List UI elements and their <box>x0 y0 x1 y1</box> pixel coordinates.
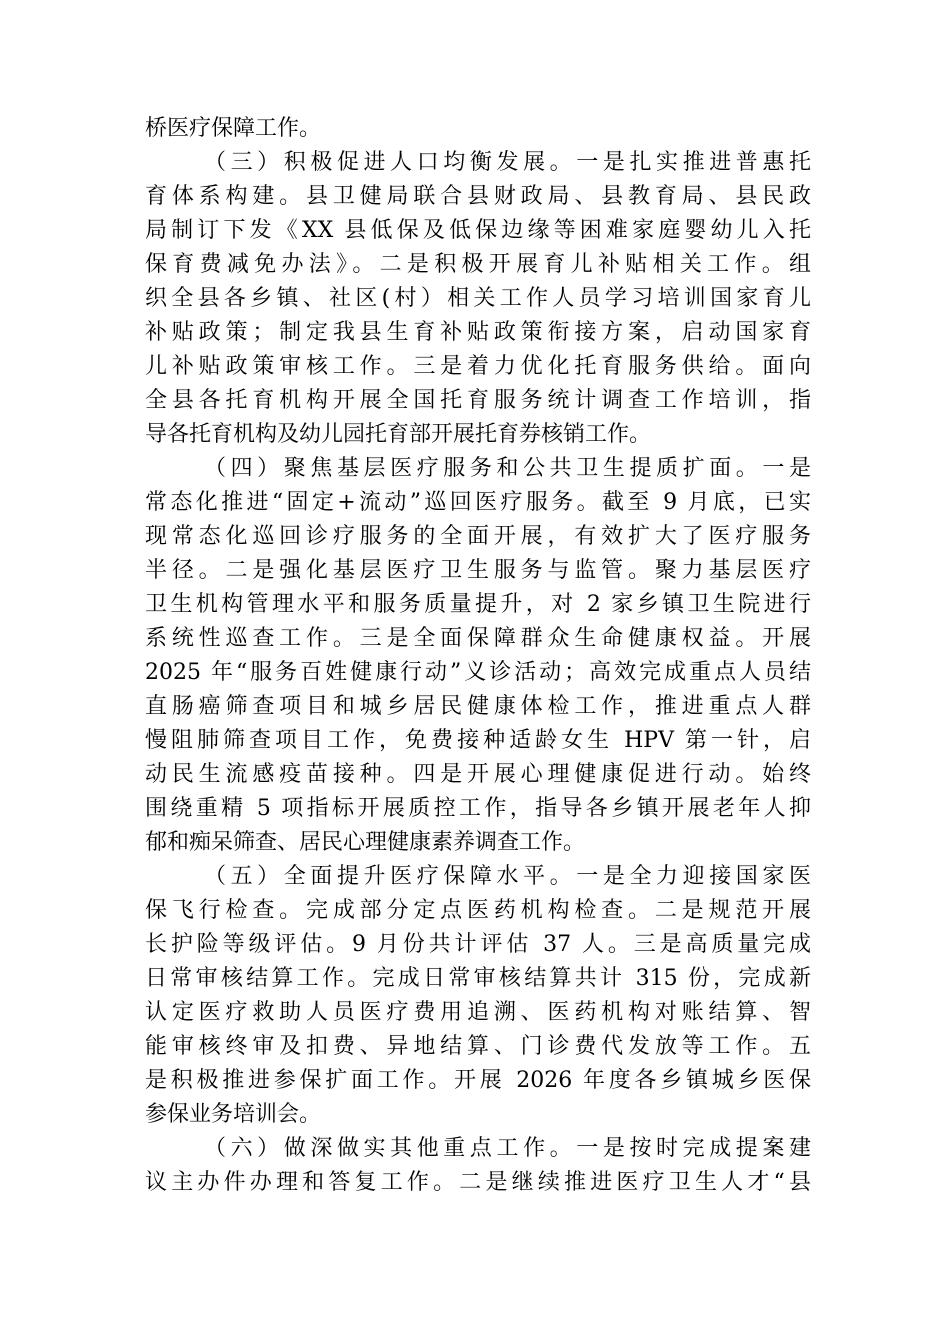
text-line: 现常态化巡回诊疗服务的全面开展，有效扩大了医疗服务 <box>145 524 811 549</box>
text-line: 保飞行检查。完成部分定点医药机构检查。二是规范开展 <box>145 898 811 923</box>
text-line: 全县各托育机构开展全国托育服务统计调查工作培训，指 <box>145 388 811 413</box>
text-line: 议主办件办理和答复工作。二是继续推进医疗卫生人才“县 <box>145 1170 811 1195</box>
text-line: 日常审核结算工作。完成日常审核结算共计 315 份，完成新 <box>145 966 811 991</box>
text-line: 儿补贴政策审核工作。三是着力优化托育服务供给。面向 <box>145 354 811 379</box>
text-line: 直肠癌筛查项目和城乡居民健康体检工作，推进重点人群 <box>145 694 811 719</box>
section-heading-line: （三）积极促进人口均衡发展。一是扎实推进普惠托 <box>204 150 811 175</box>
text-line: 是积极推进参保扩面工作。开展 2026 年度各乡镇城乡医保 <box>145 1068 811 1093</box>
text-line: 认定医疗救助人员医疗费用追溯、医药机构对账结算、智 <box>145 1000 811 1025</box>
text-line: 郁和痴呆筛查、居民心理健康素养调查工作。 <box>145 830 586 855</box>
text-line: 参保业务培训会。 <box>145 1102 322 1127</box>
text-line: 卫生机构管理水平和服务质量提升，对 2 家乡镇卫生院进行 <box>145 592 811 617</box>
text-line: 2025 年“服务百姓健康行动”义诊活动；高效完成重点人员结 <box>145 660 811 685</box>
document-body <box>145 112 811 1200</box>
text-line: 桥医疗保障工作。 <box>145 116 322 141</box>
text-line: 育体系构建。县卫健局联合县财政局、县教育局、县民政 <box>145 184 811 209</box>
text-line: 保育费减免办法》。二是积极开展育儿补贴相关工作。组 <box>145 252 811 277</box>
text-line: 局制订下发《XX 县低保及低保边缘等困难家庭婴幼儿入托 <box>145 218 811 243</box>
text-line: 常态化推进“固定+流动”巡回医疗服务。截至 9 月底，已实 <box>145 490 811 515</box>
text-line: 动民生流感疫苗接种。四是开展心理健康促进行动。始终 <box>145 762 811 787</box>
text-line: 慢阻肺筛查项目工作，免费接种适龄女生 HPV 第一针，启 <box>145 728 811 753</box>
text-line: 织全县各乡镇、社区(村）相关工作人员学习培训国家育儿 <box>145 286 811 311</box>
text-line: 围绕重精 5 项指标开展质控工作，指导各乡镇开展老年人抑 <box>145 796 811 821</box>
text-line: 能审核终审及扣费、异地结算、门诊费代发放等工作。五 <box>145 1034 811 1059</box>
section-heading-line: （六）做深做实其他重点工作。一是按时完成提案建 <box>204 1136 811 1161</box>
text-line: 系统性巡查工作。三是全面保障群众生命健康权益。开展 <box>145 626 811 651</box>
section-heading-line: （五）全面提升医疗保障水平。一是全力迎接国家医 <box>204 864 811 889</box>
text-line: 导各托育机构及幼儿园托育部开展托育券核销工作。 <box>145 422 652 447</box>
text-line: 半径。二是强化基层医疗卫生服务与监管。聚力基层医疗 <box>145 558 811 583</box>
section-heading-line: （四）聚焦基层医疗服务和公共卫生提质扩面。一是 <box>204 456 811 481</box>
text-line: 补贴政策；制定我县生育补贴政策衔接方案，启动国家育 <box>145 320 811 345</box>
text-line: 长护险等级评估。9 月份共计评估 37 人。三是高质量完成 <box>145 932 811 957</box>
